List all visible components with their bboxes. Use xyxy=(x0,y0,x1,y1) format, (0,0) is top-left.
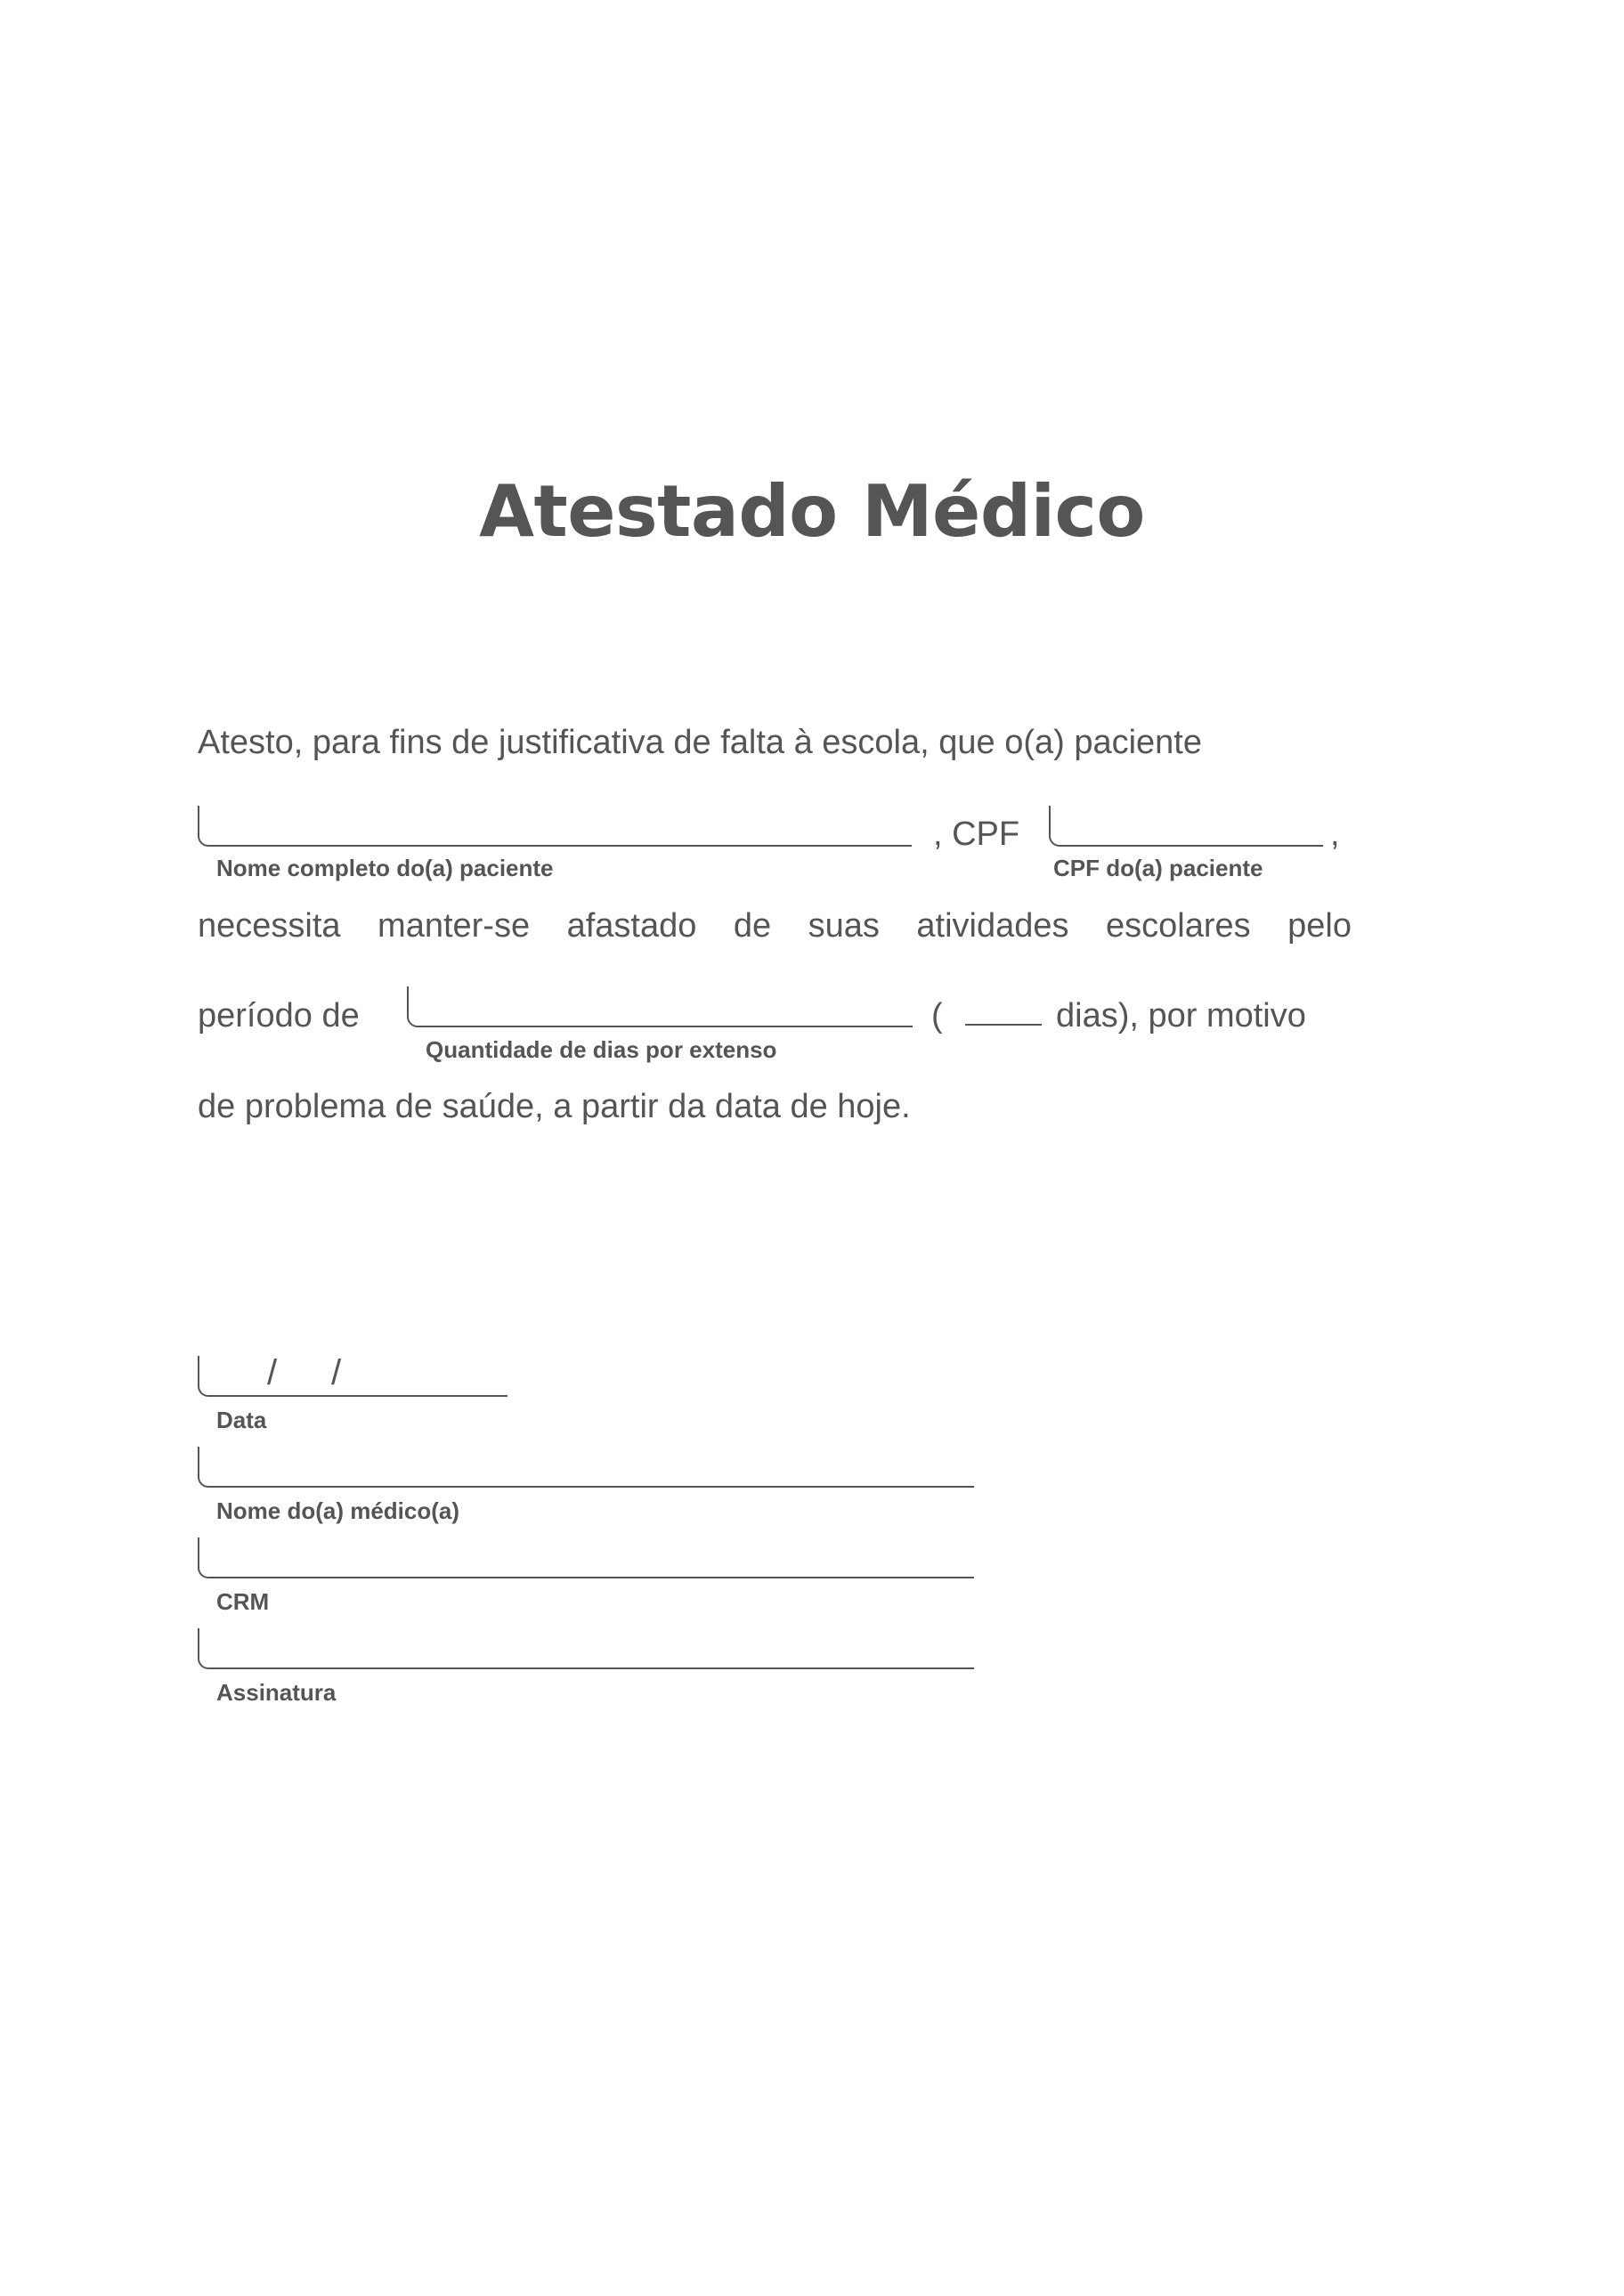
days-written-field[interactable] xyxy=(407,986,913,1027)
days-number-field[interactable] xyxy=(965,1022,1042,1026)
cpf-suffix-text: , xyxy=(1330,815,1340,853)
signature-label: Assinatura xyxy=(216,1679,337,1706)
crm-field[interactable] xyxy=(198,1537,974,1578)
days-written-label: Quantidade de dias por extenso xyxy=(426,1036,777,1063)
crm-label: CRM xyxy=(216,1588,270,1615)
patient-name-label: Nome completo do(a) paciente xyxy=(216,855,554,881)
open-paren-text: ( xyxy=(931,997,943,1034)
patient-name-field[interactable] xyxy=(198,806,912,847)
paragraph-line-3: necessita manter-se afastado de suas atividades escolares pelo xyxy=(198,907,1352,945)
cpf-prefix-text: , CPF xyxy=(933,815,1020,853)
document-title: Atestado Médico xyxy=(479,470,1145,553)
date-separator-2: / xyxy=(331,1353,342,1392)
days-suffix-text: dias), por motivo xyxy=(1056,997,1306,1034)
date-label: Data xyxy=(216,1407,267,1433)
date-field[interactable] xyxy=(198,1353,508,1397)
paragraph-line-1: Atesto, para fins de justificativa de falta à escola, que o(a) paciente xyxy=(198,724,1202,761)
date-separator-1: / xyxy=(267,1353,278,1392)
patient-cpf-label: CPF do(a) paciente xyxy=(1053,855,1263,881)
signature-field[interactable] xyxy=(198,1628,974,1669)
doctor-name-field[interactable] xyxy=(198,1447,974,1488)
period-prefix-text: período de xyxy=(198,997,360,1034)
patient-cpf-field[interactable] xyxy=(1049,806,1323,847)
paragraph-line-5: de problema de saúde, a partir da data de hoje. xyxy=(198,1088,911,1125)
doctor-name-label: Nome do(a) médico(a) xyxy=(216,1497,460,1524)
